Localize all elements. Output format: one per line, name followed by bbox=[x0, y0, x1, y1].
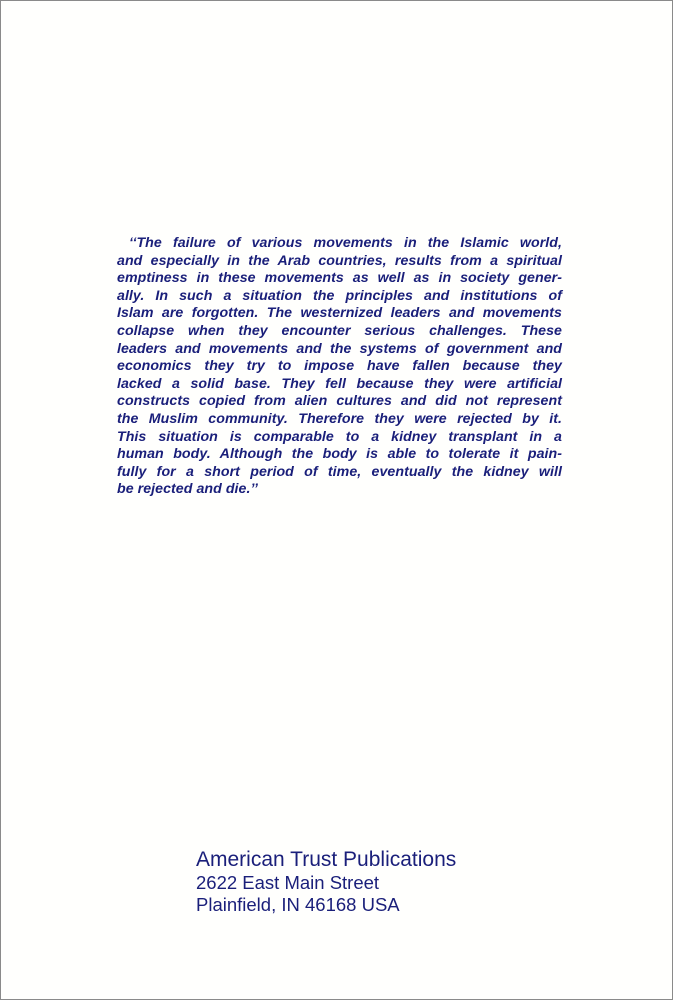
quote-line: fully for a short period of time, eventually the kidney will bbox=[117, 463, 562, 480]
quote-line: collapse when they encounter serious challenges. These bbox=[117, 322, 562, 339]
publisher-name: American Trust Publications bbox=[196, 848, 457, 871]
publisher-city: Plainfield, IN 46168 USA bbox=[196, 893, 400, 915]
publisher-street: 2622 East Main Street bbox=[196, 872, 380, 893]
quote-line: leaders and movements and the systems of government and bbox=[117, 340, 562, 357]
quote-line: ‘‘The failure of various movements in the Islamic world, bbox=[129, 235, 562, 251]
quote-line: This situation is comparable to a kidney transplant in a bbox=[117, 428, 562, 445]
quote-line: constructs copied from alien cultures and did not represent bbox=[117, 393, 562, 410]
quote-block bbox=[117, 235, 562, 499]
quote-line: Islam are forgotten. The westernized leaders and movements bbox=[117, 305, 562, 322]
quote-line: ally. In such a situation the principles and institutions of bbox=[117, 287, 562, 304]
publisher-block bbox=[196, 847, 456, 915]
quote-line: be rejected and die.’’ bbox=[117, 481, 258, 498]
quote-line: and especially in the Arab countries, results from a spiritual bbox=[117, 252, 562, 269]
quote-line: emptiness in these movements as well as in society gener- bbox=[117, 270, 562, 287]
quote-line: lacked a solid base. They fell because they were artificial bbox=[117, 375, 562, 392]
quote-line: human body. Although the body is able to tolerate it pain- bbox=[117, 446, 562, 463]
quote-line: economics they try to impose have fallen because they bbox=[117, 358, 562, 375]
quote-line: the Muslim community. Therefore they were rejected by it. bbox=[117, 410, 562, 427]
